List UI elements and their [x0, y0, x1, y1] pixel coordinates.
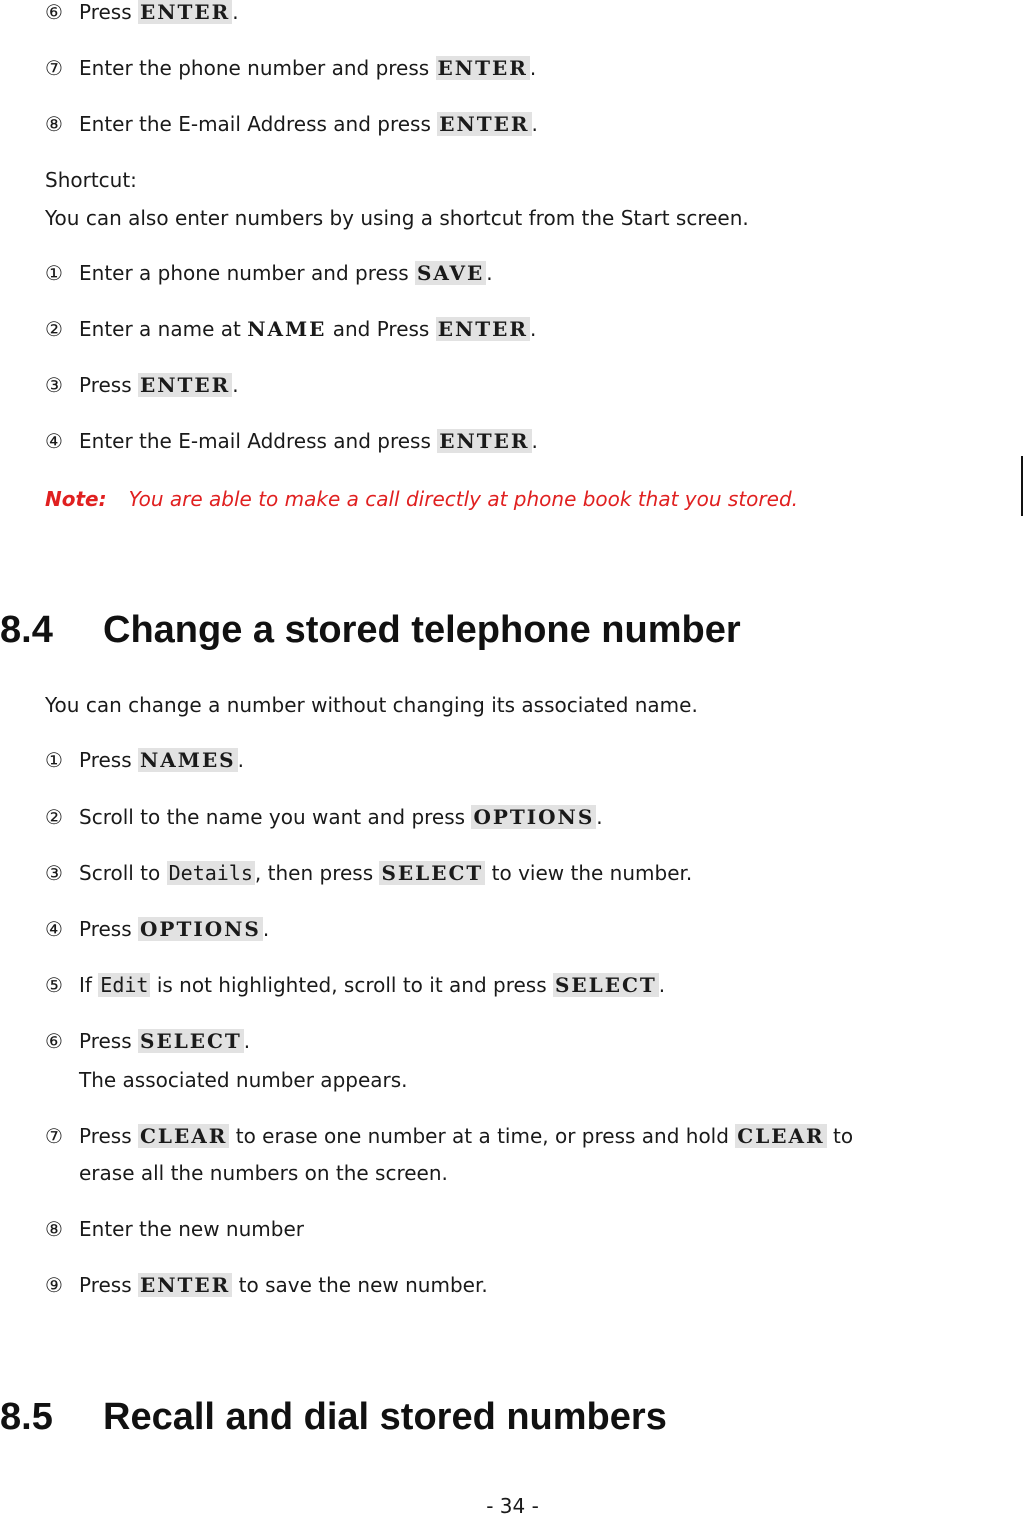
- step-number: ⑥: [45, 1029, 63, 1053]
- section-heading-8-4: [0, 607, 741, 653]
- key-options: OPTIONS: [140, 917, 261, 941]
- key-enter: ENTER: [437, 56, 528, 80]
- section-step-7-sub: erase all the numbers on the screen.: [79, 1161, 448, 1185]
- key-select: SELECT: [554, 973, 657, 997]
- step-number: ②: [45, 805, 63, 829]
- section-step-5: ⑤ If Edit is not highlighted, scroll to it and press SELECT .: [45, 973, 666, 997]
- step-number: ④: [45, 429, 63, 453]
- key-clear: CLEAR: [140, 1124, 228, 1148]
- step-7: ⑦ Enter the phone number and press ENTER .: [45, 56, 537, 80]
- note: [45, 485, 798, 513]
- step-number: ⑦: [45, 1124, 63, 1148]
- step-number: ③: [45, 373, 63, 397]
- key-edit: Edit: [100, 973, 149, 997]
- section-intro: You can change a number without changing its associated name.: [45, 693, 698, 717]
- key-enter: ENTER: [140, 1273, 231, 1297]
- key-enter: ENTER: [140, 373, 231, 397]
- key-names: NAMES: [140, 748, 236, 772]
- section-step-7: ⑦ Press CLEAR to erase one number at a time, or press and hold CLEAR to: [45, 1124, 854, 1148]
- key-details: Details: [168, 861, 253, 885]
- step-number: ④: [45, 917, 63, 941]
- section-number: 8.4: [0, 609, 53, 651]
- section-heading-8-5: [0, 1394, 667, 1440]
- step-8: ⑧ Enter the E-mail Address and press ENTER .: [45, 112, 538, 136]
- step-number: ⑦: [45, 56, 63, 80]
- key-select: SELECT: [140, 1029, 242, 1053]
- key-name: NAME: [247, 317, 327, 341]
- section-step-8: ⑧ Enter the new number: [45, 1217, 304, 1241]
- section-number: 8.5: [0, 1396, 53, 1438]
- step-number: ②: [45, 317, 63, 341]
- key-select: SELECT: [381, 861, 484, 885]
- shortcut-step-3: ③ Press ENTER .: [45, 373, 239, 397]
- step-number: ①: [45, 748, 63, 772]
- section-step-9: ⑨ Press ENTER to save the new number.: [45, 1273, 488, 1297]
- key-clear: CLEAR: [737, 1124, 825, 1148]
- key-options: OPTIONS: [473, 805, 595, 829]
- section-step-1: ① Press NAMES .: [45, 748, 244, 772]
- note-label: Note:: [45, 487, 107, 511]
- change-bar: [1021, 456, 1023, 516]
- key-enter: ENTER: [437, 317, 528, 341]
- section-step-4: ④ Press OPTIONS .: [45, 917, 270, 941]
- page-number: - 34 -: [486, 1494, 539, 1518]
- step-number: ⑥: [45, 0, 63, 24]
- key-save: SAVE: [416, 261, 485, 285]
- step-number: ①: [45, 261, 63, 285]
- step-number: ③: [45, 861, 63, 885]
- shortcut-title: Shortcut:: [45, 168, 137, 192]
- section-step-6-sub: The associated number appears.: [79, 1068, 408, 1092]
- step-number: ⑧: [45, 112, 63, 136]
- section-step-6: ⑥ Press SELECT .: [45, 1029, 251, 1053]
- step-number: ⑤: [45, 973, 63, 997]
- key-enter: ENTER: [140, 0, 231, 24]
- step-number: ⑧: [45, 1217, 63, 1241]
- shortcut-text: You can also enter numbers by using a shortcut from the Start screen.: [45, 206, 749, 230]
- section-step-3: ③ Scroll to Details , then press SELECT to view the number.: [45, 861, 693, 885]
- section-step-2: ② Scroll to the name you want and press OPTIONS .: [45, 805, 603, 829]
- key-enter: ENTER: [439, 429, 530, 453]
- note-text: You are able to make a call directly at phone book that you stored.: [128, 487, 798, 511]
- step-number: ⑨: [45, 1273, 63, 1297]
- section-title: Recall and dial stored numbers: [103, 1396, 667, 1438]
- shortcut-step-4: ④ Enter the E-mail Address and press ENTER .: [45, 429, 538, 453]
- shortcut-step-1: ① Enter a phone number and press SAVE .: [45, 261, 493, 285]
- section-title: Change a stored telephone number: [103, 609, 741, 651]
- step-6: ⑥ Press ENTER .: [45, 0, 239, 24]
- key-enter: ENTER: [439, 112, 530, 136]
- shortcut-step-2: ② Enter a name at NAME and Press ENTER .: [45, 317, 537, 341]
